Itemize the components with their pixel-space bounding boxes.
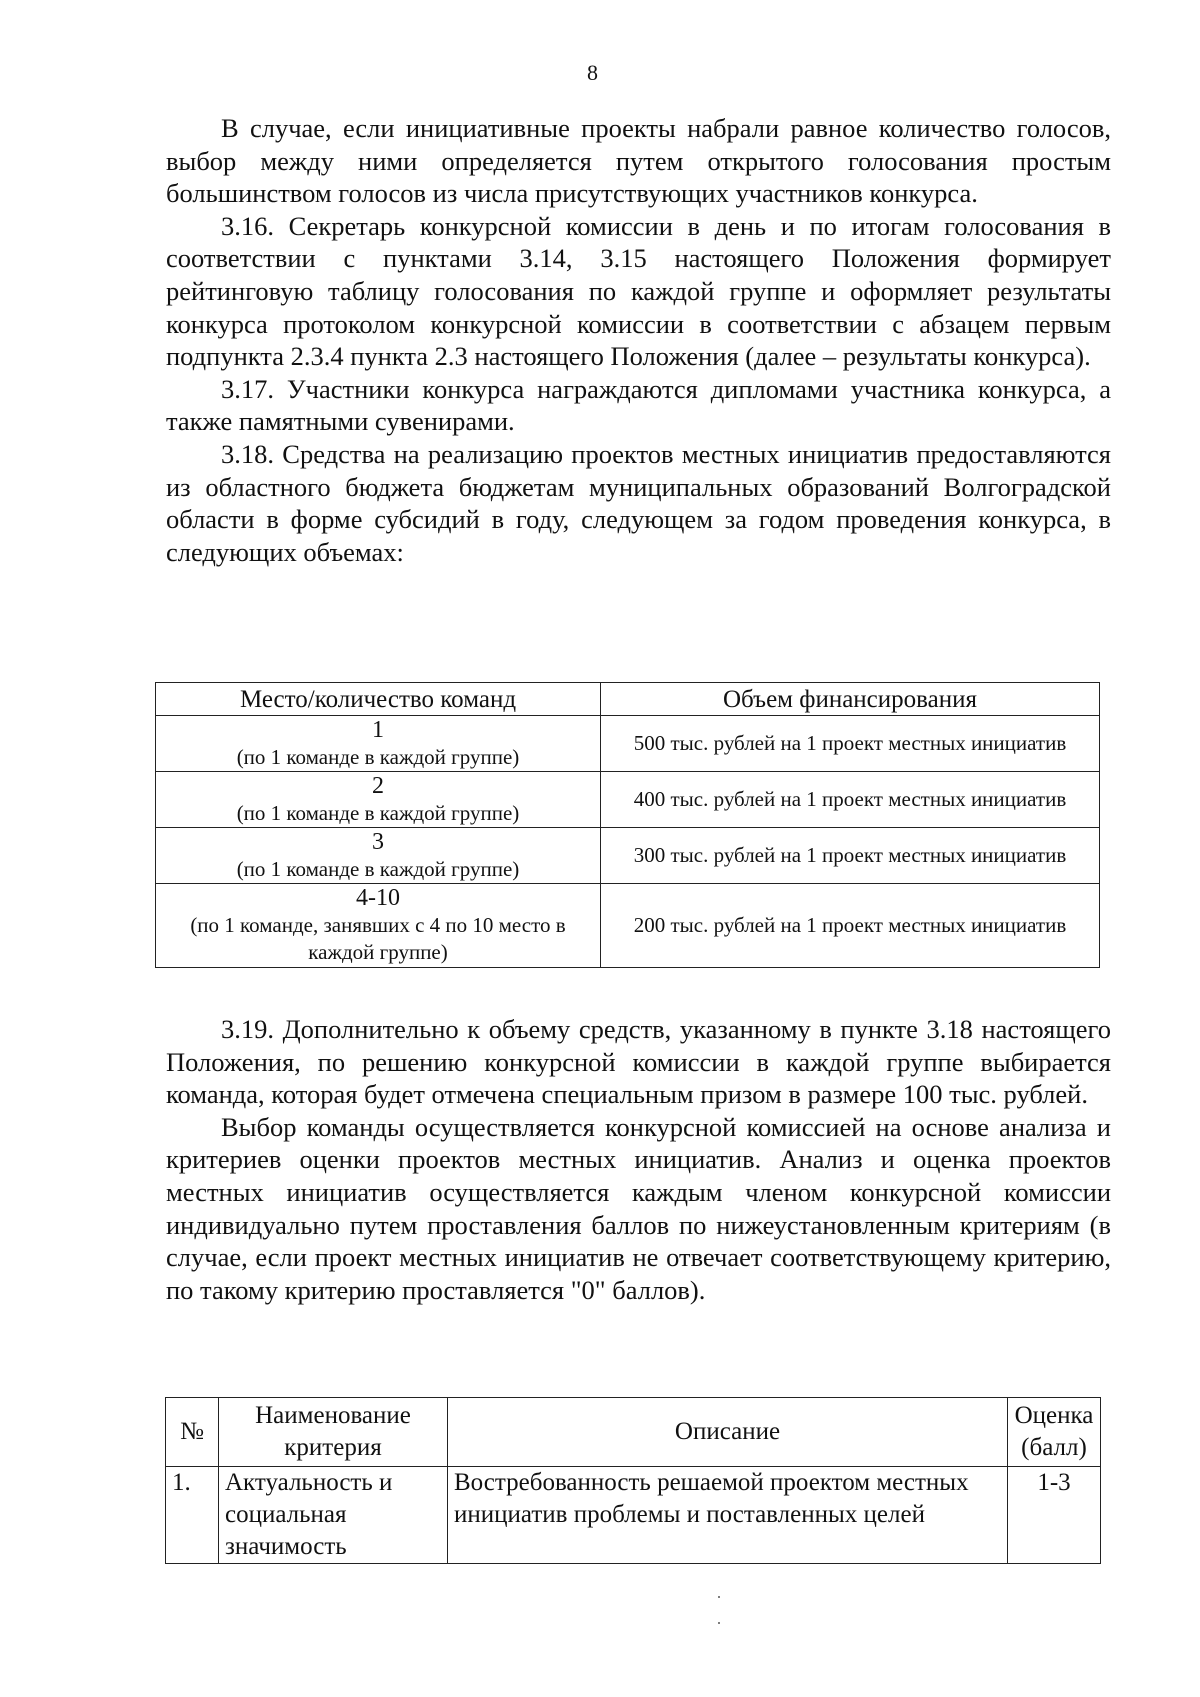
document-body-bottom [166,1013,1111,1306]
paragraph-3-18: 3.18. Средства на реализацию проектов местных инициатив предоставляются из областного бюджета бюджетам муниципальных образований Волгоградской области в форме субсидий в году, следующем за годом проведения конкурса, в следующих объемах: [166,438,1111,567]
table-row [156,884,1100,968]
amount-cell: 500 тыс. рублей на 1 проект местных инициатив [601,716,1100,772]
table-row [156,828,1100,884]
scan-speck [718,1622,720,1624]
paragraph-3-19: 3.19. Дополнительно к объему средств, указанному в пункте 3.18 настоящего Положения, по решению конкурсной комиссии в каждой группе выбирается команда, которая будет отмечена специальным призом в размере 100 тыс. рублей. [166,1014,1111,1110]
place-cell [156,828,601,884]
header-place-count: Место/количество команд [156,683,601,716]
place-note: (по 1 команде в каждой группе) [236,800,520,825]
paragraph-3-16: 3.16. Секретарь конкурсной комиссии в день и по итогам голосования в соответствии с пунктами 3.14, 3.15 настоящего Положения формирует рейтинговую таблицу голосования по каждой группе и оформляет результаты конкурса протоколом конкурсной комиссии в соответствии с абзацем первым подпункта 2.3.4 пункта 2.3 настоящего Положения (далее – результаты конкурса). [166,210,1111,372]
header-criterion-name: Наименование критерия [219,1398,448,1467]
place-cell [156,772,601,828]
header-description: Описание [448,1398,1008,1467]
criteria-table-header [166,1398,1101,1467]
table-row [166,1467,1101,1564]
amount-cell: 400 тыс. рублей на 1 проект местных инициатив [601,772,1100,828]
place-number: 2 [372,772,384,799]
place-number: 3 [372,828,384,855]
table-row [156,716,1100,772]
place-note: (по 1 команде, занявших с 4 по 10 место в каждой группе) [190,913,566,964]
place-cell [156,884,601,968]
table-row [156,772,1100,828]
place-note: (по 1 команде в каждой группе) [236,744,520,769]
criteria-table [165,1397,1101,1564]
criterion-description: Востребованность решаемой проектом местных инициатив проблемы и поставленных целей [448,1467,1008,1564]
header-score: Оценка (балл) [1008,1398,1101,1467]
scan-speck [718,1596,720,1598]
place-number: 1 [372,716,384,743]
place-cell [156,716,601,772]
paragraph-team-selection: Выбор команды осуществляется конкурсной комиссией на основе анализа и критериев оценки проектов местных инициатив. Анализ и оценка проектов местных инициатив осуществляется каждым членом конкурсной комиссии индивидуально путем проставления баллов по нижеустановленным критериям (в случае, если проект местных инициатив не отвечает соответствующему критерию, по такому критерию проставляется "0" баллов). [166,1111,1111,1305]
amount-cell: 200 тыс. рублей на 1 проект местных инициатив [601,884,1100,968]
page-number: 8 [587,60,598,85]
amount-cell: 300 тыс. рублей на 1 проект местных инициатив [601,828,1100,884]
header-number: № [166,1398,219,1467]
paragraph-tie-vote: В случае, если инициативные проекты набрали равное количество голосов, выбор между ними определяется путем открытого голосования простым большинством голосов из числа присутствующих участников конкурса. [166,113,1111,209]
criterion-score: 1-3 [1008,1467,1101,1564]
funding-table [155,682,1100,968]
header-funding-amount: Объем финансирования [601,683,1100,716]
criterion-number: 1. [166,1467,219,1564]
place-note: (по 1 команде в каждой группе) [236,856,520,881]
document-body-top [166,112,1111,568]
funding-table-header [156,683,1100,716]
criterion-name: Актуальность и социальная значимость [219,1467,448,1564]
place-number: 4-10 [356,885,400,911]
paragraph-3-17: 3.17. Участники конкурса награждаются дипломами участника конкурса, а также памятными сувенирами. [166,373,1111,437]
